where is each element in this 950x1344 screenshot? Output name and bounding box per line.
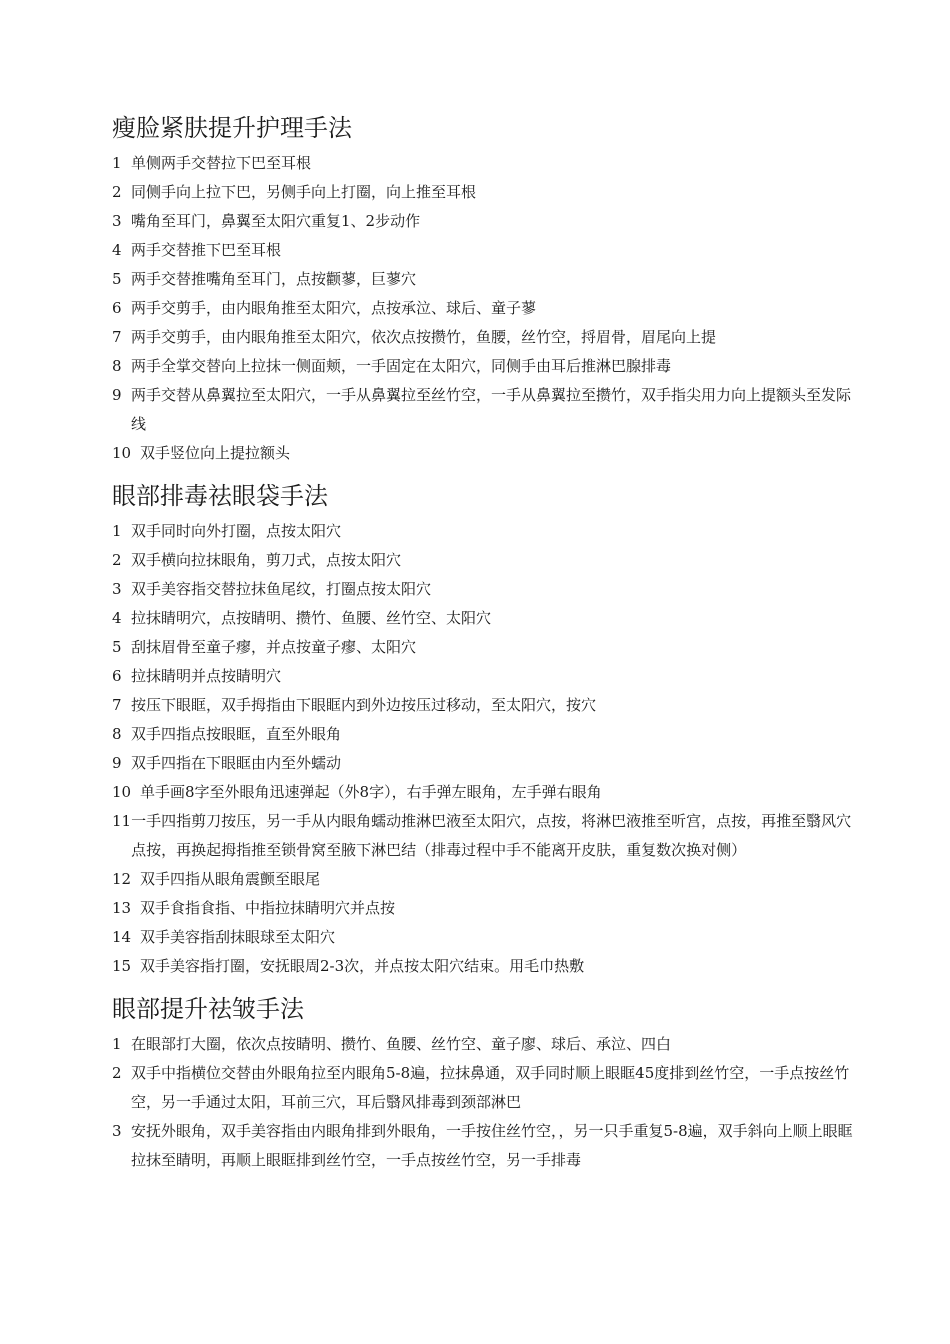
step-item <box>112 149 862 178</box>
step-text: 拉抹睛明并点按睛明穴 <box>131 667 282 685</box>
step-item <box>112 178 862 207</box>
step-list <box>112 1030 862 1175</box>
step-text: 两手全掌交替向上拉抹一侧面颊，一手固定在太阳穴，同侧手由耳后推淋巴腺排毒 <box>131 357 672 375</box>
step-text: 双手四指在下眼眶由内至外蠕动 <box>131 754 342 772</box>
step-number: 7 <box>112 328 122 346</box>
section-title: 瘦脸紧肤提升护理手法 <box>112 114 352 142</box>
section-title: 眼部排毒祛眼袋手法 <box>112 482 328 510</box>
document-content <box>112 112 862 1175</box>
step-number: 14 <box>112 928 132 946</box>
step-text: 双手四指从眼角震颤至眼尾 <box>140 870 321 888</box>
step-number: 8 <box>112 357 122 375</box>
step-item <box>112 546 862 575</box>
step-text: 单侧两手交替拉下巴至耳根 <box>131 154 312 172</box>
step-text: 双手美容指交替拉抹鱼尾纹，打圈点按太阳穴 <box>131 580 432 598</box>
step-item <box>112 720 862 749</box>
step-number: 1 <box>112 1035 122 1053</box>
step-number: 8 <box>112 725 122 743</box>
step-number: 6 <box>112 667 122 685</box>
step-text: 双手美容指刮抹眼球至太阳穴 <box>140 928 336 946</box>
section-title: 眼部提升祛皱手法 <box>112 995 304 1023</box>
step-item <box>112 1059 862 1117</box>
step-number: 2 <box>112 551 122 569</box>
step-item <box>112 575 862 604</box>
step-number: 10 <box>112 783 132 801</box>
step-item <box>112 633 862 662</box>
step-number: 1 <box>112 154 122 172</box>
step-item <box>112 865 862 894</box>
step-item <box>112 691 862 720</box>
step-item <box>112 381 862 439</box>
step-text: 按压下眼眶，双手拇指由下眼眶内到外边按压过移动，至太阳穴，按穴 <box>131 696 597 714</box>
step-item <box>112 604 862 633</box>
step-item <box>112 1030 862 1059</box>
step-number: 2 <box>112 1064 122 1082</box>
step-number: 4 <box>112 241 122 259</box>
step-item <box>112 265 862 294</box>
step-item <box>112 352 862 381</box>
step-list <box>112 149 862 468</box>
step-number: 11 <box>112 812 132 830</box>
step-item <box>112 662 862 691</box>
step-number: 13 <box>112 899 132 917</box>
step-number: 3 <box>112 580 122 598</box>
step-number: 4 <box>112 609 122 627</box>
step-item <box>112 323 862 352</box>
step-number: 5 <box>112 270 122 288</box>
section-2 <box>112 480 862 981</box>
step-number: 1 <box>112 522 122 540</box>
step-text: 双手横向拉抹眼角，剪刀式，点按太阳穴 <box>131 551 402 569</box>
step-item <box>112 207 862 236</box>
step-number: 9 <box>112 754 122 772</box>
step-text: 两手交剪手，由内眼角推至太阳穴，依次点按攒竹，鱼腰，丝竹空，捋眉骨，眉尾向上提 <box>131 328 717 346</box>
step-item <box>112 294 862 323</box>
step-item <box>112 236 862 265</box>
step-text: 同侧手向上拉下巴，另侧手向上打圈，向上推至耳根 <box>131 183 477 201</box>
step-number: 2 <box>112 183 122 201</box>
section-1 <box>112 112 862 468</box>
step-text: 两手交剪手，由内眼角推至太阳穴，点按承泣、球后、童子蓼 <box>131 299 537 317</box>
step-number: 3 <box>112 1122 122 1140</box>
step-number: 12 <box>112 870 132 888</box>
step-item <box>112 749 862 778</box>
step-item <box>112 952 862 981</box>
step-number: 6 <box>112 299 122 317</box>
step-text: 单手画8字至外眼角迅速弹起（外8字），右手弹左眼角，左手弹右眼角 <box>140 783 602 801</box>
step-text: 在眼部打大圈，依次点按睛明、攒竹、鱼腰、丝竹空、童子廖、球后、承泣、四白 <box>131 1035 672 1053</box>
step-number: 15 <box>112 957 132 975</box>
step-text: 安抚外眼角，双手美容指由内眼角排到外眼角，一手按住丝竹空，，另一只手重复5-8遍，双手斜向上顺上眼眶拉抹至睛明，再顺上眼眶排到丝竹空，一手点按丝竹空，另一手排毒 <box>131 1122 853 1169</box>
step-text: 双手美容指打圈，安抚眼周2-3次，并点按太阳穴结束。用毛巾热敷 <box>140 957 585 975</box>
step-number: 3 <box>112 212 122 230</box>
step-text: 一手四指剪刀按压，另一手从内眼角蠕动推淋巴液至太阳穴，点按，将淋巴液推至听宫，点按，再推至翳风穴点按，再换起拇指推至锁骨窝至腋下淋巴结（排毒过程中手不能离开皮肤，重复数次换对侧） <box>131 812 852 859</box>
step-number: 10 <box>112 444 132 462</box>
step-text: 双手同时向外打圈，点按太阳穴 <box>131 522 342 540</box>
step-item <box>112 894 862 923</box>
step-text: 两手交替从鼻翼拉至太阳穴，一手从鼻翼拉至丝竹空，一手从鼻翼拉至攒竹，双手指尖用力向上提额头至发际线 <box>131 386 852 433</box>
step-item <box>112 807 862 865</box>
step-item <box>112 439 862 468</box>
step-text: 双手四指点按眼眶，直至外眼角 <box>131 725 342 743</box>
step-text: 双手中指横位交替由外眼角拉至内眼角5-8遍，拉抹鼻通，双手同时顺上眼眶45度排到丝竹空，一手点按丝竹空，另一手通过太阳，耳前三穴，耳后翳风排毒到颈部淋巴 <box>131 1064 850 1111</box>
step-item <box>112 778 862 807</box>
step-item <box>112 923 862 952</box>
step-text: 两手交替推嘴角至耳门，点按颧蓼，巨蓼穴 <box>131 270 417 288</box>
step-text: 拉抹睛明穴，点按睛明、攒竹、鱼腰、丝竹空、太阳穴 <box>131 609 492 627</box>
section-3 <box>112 993 862 1175</box>
step-item <box>112 1117 862 1175</box>
step-text: 嘴角至耳门，鼻翼至太阳穴重复1、2步动作 <box>131 212 421 230</box>
step-text: 两手交替推下巴至耳根 <box>131 241 282 259</box>
step-item <box>112 517 862 546</box>
step-text: 双手食指食指、中指拉抹睛明穴并点按 <box>140 899 396 917</box>
step-number: 9 <box>112 386 122 404</box>
step-number: 7 <box>112 696 122 714</box>
step-number: 5 <box>112 638 122 656</box>
step-text: 双手竖位向上提拉额头 <box>140 444 291 462</box>
step-text: 刮抹眉骨至童子瘳，并点按童子瘳、太阳穴 <box>131 638 417 656</box>
step-list <box>112 517 862 981</box>
